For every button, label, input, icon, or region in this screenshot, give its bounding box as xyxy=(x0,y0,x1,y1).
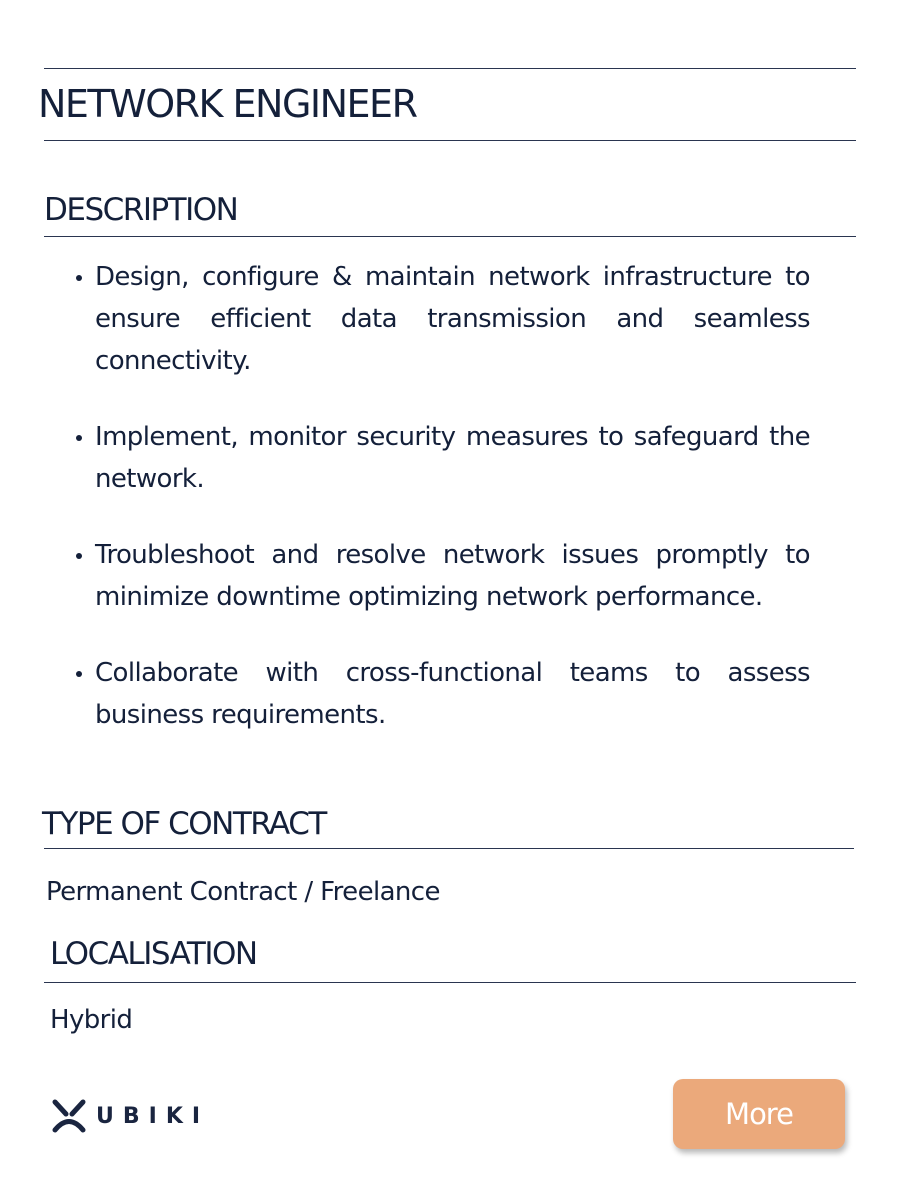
list-item: Design, configure & maintain network infrastructure to ensure efficient data transmission and seamless connectivity. xyxy=(70,256,810,382)
list-item: Collaborate with cross-functional teams to assess business requirements. xyxy=(70,652,810,736)
top-divider xyxy=(44,68,856,69)
description-divider xyxy=(44,236,856,237)
contract-divider xyxy=(44,848,854,849)
contract-heading: TYPE OF CONTRACT xyxy=(42,806,326,842)
description-heading: DESCRIPTION xyxy=(44,192,238,228)
localisation-divider xyxy=(44,982,856,983)
localisation-heading: LOCALISATION xyxy=(50,936,257,972)
ubiki-logo xyxy=(52,1098,209,1134)
list-item: Troubleshoot and resolve network issues promptly to minimize downtime optimizing network performance. xyxy=(70,534,810,618)
title-divider xyxy=(44,140,856,141)
contract-value: Permanent Contract / Freelance xyxy=(46,877,440,907)
localisation-value: Hybrid xyxy=(50,1005,133,1035)
list-item: Implement, monitor security measures to safeguard the network. xyxy=(70,416,810,500)
more-button[interactable]: More xyxy=(673,1079,845,1149)
logo-wordmark: UBIKI xyxy=(96,1103,210,1129)
ubiki-logo-icon xyxy=(52,1099,86,1133)
description-list xyxy=(70,256,810,770)
page-title: NETWORK ENGINEER xyxy=(38,82,417,126)
